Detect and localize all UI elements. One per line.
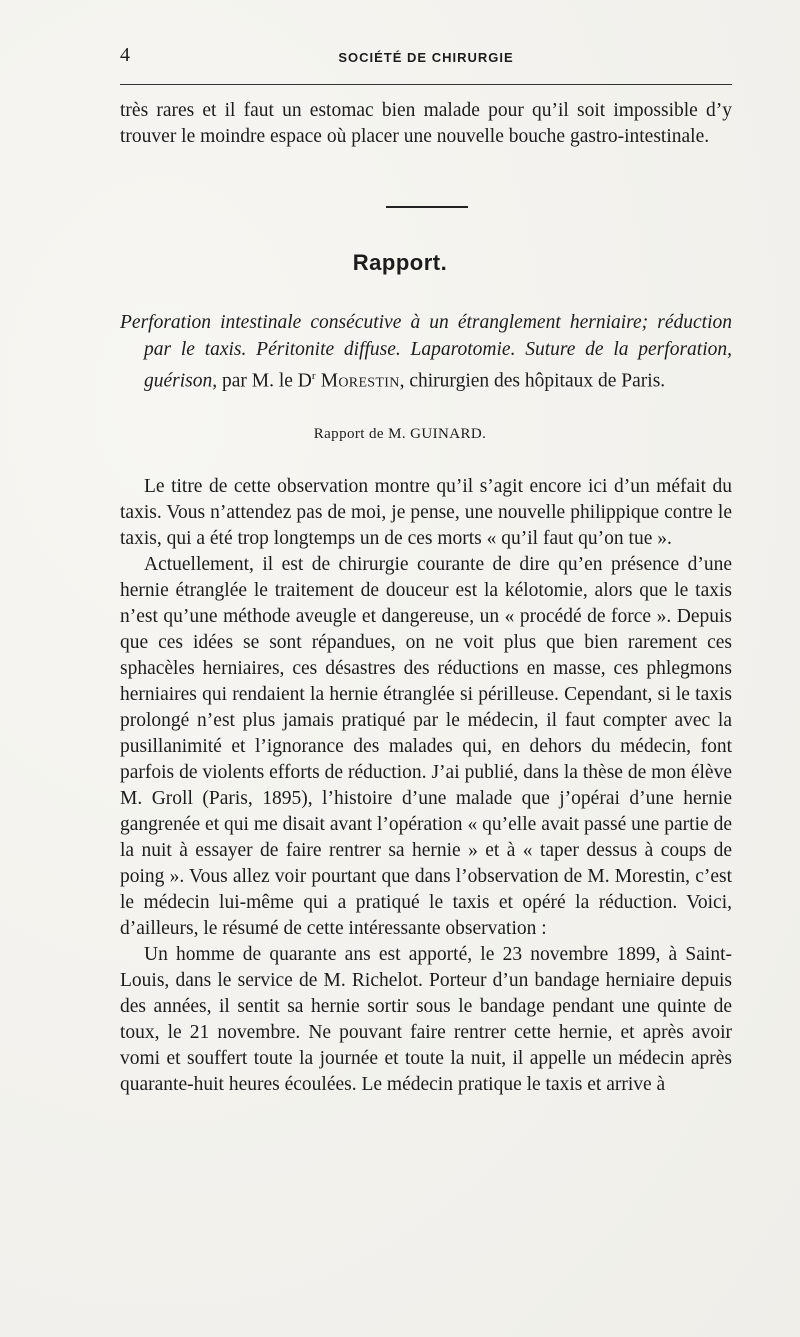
intro-paragraph: très rares et il faut un estomac bien malade pour qu’il soit impossible d’y trouver le moindre espace où placer une nouvelle bouche gastro-intestinale. — [120, 100, 732, 147]
body-paragraph-1: Le titre de cette observation montre qu’il s’agit encore ici d’un méfait du taxis. Vous n’attendez pas de moi, je pense, une nouvelle philippique contre le taxis, qui a été trop longtemps un de ces morts « qu’il faut qu’on tue ». — [120, 476, 732, 549]
running-head: SOCIÉTÉ DE CHIRURGIE — [338, 50, 514, 65]
intro-paragraph-block — [120, 98, 732, 150]
report-title-par: par M. le D — [217, 370, 312, 392]
body-paragraph-3: Un homme de quarante ans est apporté, le 23 novembre 1899, à Saint-Louis, dans le service de M. Richelot. Porteur d’un bandage herniaire depuis des années, il sentit sa hernie sortir sous le bandage pendant une quinte de toux, le 21 novembre. Ne pouvant faire rentrer cette hernie, et après avoir vomi et souffert toute la journée et toute la nuit, il appelle un médecin après quarante-huit heures écoulées. Le médecin pratique le taxis et arrive à — [120, 944, 732, 1095]
report-title-dr-sup: r — [311, 370, 316, 382]
page-header — [120, 44, 732, 74]
body-text — [120, 474, 732, 1098]
report-title-italic: Perforation intestinale consécutive à un étranglement herniaire; réduction par le taxis. Péritonite diffuse. Laparotomie. Suture de la perforation, guérison, — [120, 312, 732, 392]
rapporteur-line: Rapport de M. GUINARD. — [313, 426, 487, 442]
section-divider — [386, 206, 468, 208]
report-title-author: Morestin — [315, 370, 400, 392]
section-title: Rapport. — [352, 250, 448, 275]
body-paragraph-2: Actuellement, il est de chirurgie courante de dire qu’en présence d’une hernie étranglée le traitement de douceur est la kélotomie, alors que le taxis n’est qu’une méthode aveugle et dangereuse, un « procédé de force ». Depuis que ces idées se sont répandues, on ne voit plus que bien rarement ces sphacèles herniaires, ces désastres des réductions en masse, ces phlegmons herniaires qui rendaient la hernie étranglée si périlleuse. Cependant, si le taxis prolongé n’est plus jamais pratiqué par le médecin, il faut compter avec la pusillanimité et l’ignorance des malades qui, en dehors du médecin, font parfois de violents efforts de réduction. J’ai publié, dans la thèse de mon élève M. Groll (Paris, 1895), l’histoire d’une malade que j’opérai d’une hernie gangrenée et qui me disait avant l’opération « qu’elle avait passé une partie de la nuit à essayer de faire rentrer sa hernie » et à « taper dessus à coups de poing ». Vous allez voir pourtant que dans l’observation de M. Morestin, c’est le médecin lui-même qui a pratiqué le taxis et opéré la réduction. Voici, d’ailleurs, le résumé de cette intéressante observation : — [120, 554, 732, 939]
report-title-rest: , chirurgien des hôpitaux de Paris. — [399, 370, 666, 392]
header-rule — [120, 84, 732, 85]
report-title — [120, 310, 732, 395]
page-number: 4 — [120, 44, 130, 66]
